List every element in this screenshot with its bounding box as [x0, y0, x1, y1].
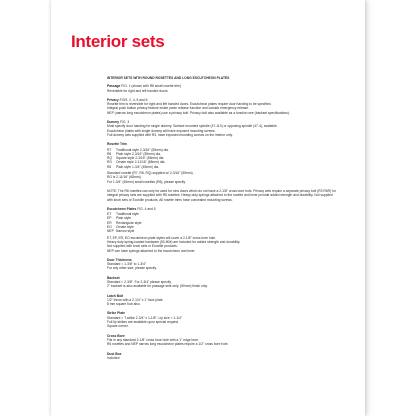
section-title-text: Strike Plate — [107, 311, 125, 316]
section-title-text: Passage — [107, 84, 121, 89]
spec-option-list — [107, 212, 339, 233]
spec-section-body: Standard = 1-3/8" to 1-3/4" For any other size, please specify. — [107, 262, 157, 271]
spec-sections — [107, 84, 339, 360]
section-heading: INTERIOR SETS WITH ROUND ROSETTES AND LONG ESCUTCHEON PLATES — [107, 76, 230, 80]
option-description: Traditional style — [116, 212, 139, 217]
option-code: R7 — [107, 147, 112, 152]
option-description: Ornate style — [116, 225, 134, 230]
section-title-suffix: FIG. 3 — [119, 120, 130, 125]
spec-section-title — [107, 207, 339, 211]
section-title-suffix: FIGS. 2, 4, 5 and 6 — [118, 97, 148, 102]
spec-section-body: NOTE: The R6 rosettes can only be used for new doors which do not have a 2-1/8" cross bore hole. Privacy sets require a separate privacy bolt (R3 R6R) for integral privacy sets are supplied with R6 rosettes. Heavy duty springs attached to the rosette and lever provide added strength and durability. Not supplied with knob sets or Ecoville products. All rosette trims have concealed mounting screws. — [107, 188, 336, 202]
option-code: R8 — [107, 151, 112, 156]
option-description: Rectangular style — [116, 220, 142, 225]
spec-section-body: Rosette trim is reversible for right and left handed doors. Escutcheon plates require door handing to be specified. Integral push button privacy feature inside panic release function and outside emergency release. NEP (narrow long escutcheon plates) use a privacy bolt. Privacy bolt also available as a function see (backset specifications). — [107, 102, 290, 115]
option-code: R6 — [107, 164, 112, 169]
spec-section-body: Fits in any standard 2-1/8" cross bore hole with a 1" edge bore. R6 rosettes and NEP narrow long escutcheon plates require a 1/2" cross bore hole. — [107, 337, 229, 347]
section-title-text: Dummy — [107, 120, 120, 125]
list-item — [107, 229, 339, 233]
spec-section-strike-plate — [107, 311, 339, 328]
list-item — [107, 165, 339, 169]
spec-section-door-thickness — [107, 258, 339, 271]
section-title-suffix: FIG. 1 (shown with R8 small rosette trim) — [120, 84, 182, 89]
spec-section-body: Standard = 2-3/8". For 2-3/4" please specify. 2" backset is also available for passage sets only. (50mm) finish only. — [107, 279, 208, 289]
option-code: NEP — [107, 229, 114, 234]
option-description: Plain style — [116, 216, 132, 221]
page-title: Interior sets — [71, 32, 165, 51]
option-code: RQ — [107, 156, 112, 161]
spec-section-backset — [107, 276, 339, 289]
section-title-text: Dust Box — [107, 351, 122, 356]
spec-section-escutcheon — [107, 207, 339, 253]
spec-section-notes: ET, EP, ER, EO escutcheon plate styles will cover a 2-1/8" cross bore hole. Heavy duty spring-loaded hardware (50-80#) are included for added strength and durability. Not supplied with knob sets or Ecoville products. NEP can have springs attached to the escutcheon and lever. — [107, 235, 241, 253]
document-page — [51, 0, 365, 416]
spec-section-body: Must specify door handing for single dummy. Surface mounted spindle (47-110) or opposing spindle (47-4), available. Escutcheon plates with single dummy will have exposed mounting screws. Full dummy sets supplied with R3, have exposed mounting screws on the interior only. — [107, 124, 278, 137]
spec-section-rosette-trim — [107, 142, 339, 184]
spec-section-privacy — [107, 98, 339, 115]
spec-section-title — [107, 142, 339, 146]
section-title-text: Backset — [107, 275, 120, 280]
section-title-text: Latch Bolt — [107, 293, 124, 298]
spec-section-passage — [107, 84, 339, 93]
option-code: ER — [107, 220, 112, 225]
option-code: RG — [107, 160, 112, 165]
option-code: EO — [107, 225, 112, 230]
spec-option-list — [107, 148, 339, 169]
section-title-text: Privacy — [107, 97, 119, 102]
option-code: EP — [107, 216, 112, 221]
option-description: Plain style 1-3/4" (45mm) dia. — [116, 164, 160, 169]
section-title-text: Door Thickness — [107, 257, 132, 262]
section-title-text: Escutcheon Plates — [107, 206, 137, 211]
spec-section-cross-bore — [107, 334, 339, 347]
spec-section-note — [107, 189, 339, 202]
spec-section-body: Standard = T-strike 2-3/4" x 1-1/8". Lip size = 1-1/4" Full lip strikes are available upon special request. Square corner. — [107, 315, 183, 329]
spec-section-dust-box — [107, 352, 339, 361]
spec-section-body: Included — [107, 355, 120, 360]
option-code: ET — [107, 212, 112, 217]
spec-section-body: Reversible for right and left handed doors. — [107, 88, 169, 93]
section-title-text: Rosette Trim — [107, 142, 127, 147]
spec-content — [107, 76, 339, 365]
spec-section-body: 1/2" throw with a 2-1/4" x 1" face plate. 8 mm square hub also. — [107, 297, 164, 307]
option-description: Plain style 2-3/16" (55mm) dia. — [116, 151, 161, 156]
spec-section-notes: Standard rosette (R7, R8, RQ) supplied w/ 2-3/16" (55mm). RG is 2-11/16" (68mm). For 1-3/4" (45mm) small rosettes (R6), please specify. — [107, 171, 194, 184]
section-title-text: Cross Bore — [107, 333, 125, 338]
option-description: Ornate style 2-11/16" (68mm) dia. — [116, 160, 166, 165]
spec-section-latch-bolt — [107, 294, 339, 307]
spec-section-dummy — [107, 120, 339, 137]
option-description: Traditional style 2-3/16" (55mm) dia. — [116, 147, 169, 152]
option-description: Square style 2-3/16" (55mm) dia. — [116, 156, 165, 161]
option-description: Narrow style — [116, 229, 135, 234]
section-title-suffix: FIG. 4 and 5 — [136, 206, 156, 211]
